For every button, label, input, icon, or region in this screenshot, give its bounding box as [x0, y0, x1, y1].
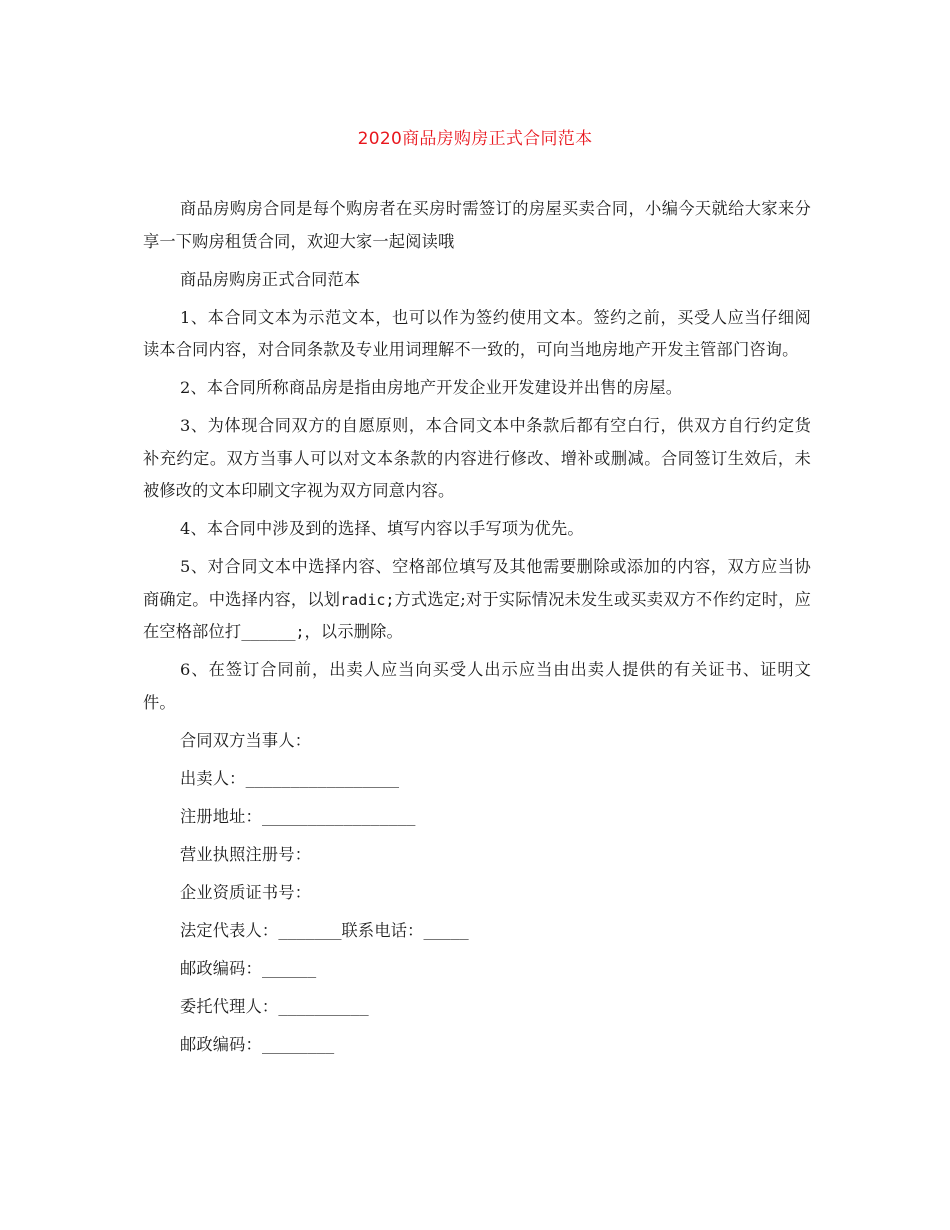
seller-label: 出卖人： — [180, 768, 246, 788]
address-label: 注册地址： — [180, 806, 262, 826]
postcode-label-2: 邮政编码： — [180, 1034, 262, 1054]
postcode-blank-1: ______ — [261, 959, 317, 978]
seller-field — [143, 763, 811, 796]
license-field — [143, 839, 811, 872]
license-label: 营业执照注册号： — [180, 844, 312, 864]
subtitle-line: 商品房购房正式合同范本 — [180, 269, 361, 289]
clause-5-radic: radic; — [340, 590, 395, 609]
address-blank: _________________ — [261, 807, 416, 826]
postcode-blank-2: ________ — [261, 1035, 335, 1054]
agent-blank: __________ — [278, 997, 369, 1016]
intro-paragraph: 商品房购房合同是每个购房者在买房时需签订的房屋买卖合同，小编今天就给大家来分享一下购房租赁合同，欢迎大家一起阅读哦 — [143, 199, 811, 251]
phone-label: 联系电话： — [341, 920, 424, 940]
document-body — [143, 193, 811, 1067]
postcode-label-1: 邮政编码： — [180, 958, 262, 978]
agent-label: 委托代理人： — [180, 996, 279, 1016]
phone-blank: _____ — [423, 921, 469, 940]
clause-5 — [143, 551, 811, 649]
clause-5-part-e: ，以示删除。 — [304, 622, 403, 641]
agent-field — [143, 991, 811, 1024]
clause-4: 4、本合同中涉及到的选择、填写内容以手写项为优先。 — [180, 519, 584, 538]
address-field — [143, 801, 811, 834]
clause-6: 6、在签订合同前，出卖人应当向买受人出示应当由出卖人提供的有关证书、证明文件。 — [143, 660, 811, 712]
clause-2: 2、本合同所称商品房是指由房地产开发企业开发建设并出售的房屋。 — [180, 378, 683, 397]
legal-rep-blank: _______ — [278, 921, 342, 940]
qualification-field — [143, 877, 811, 910]
clause-5-blank: ______; — [241, 623, 305, 641]
legal-rep-label: 法定代表人： — [180, 920, 279, 940]
postcode-field-2 — [143, 1029, 811, 1062]
clause-5-part-c: 方式选定;对于实际情况未发生或买卖双方不作约定时，应在空格部位打 — [143, 589, 812, 641]
legal-rep-field — [143, 915, 811, 948]
seller-blank: _________________ — [245, 769, 400, 788]
document-title: 2020商品房购房正式合同范本 — [357, 129, 593, 149]
clause-1: 1、本合同文本为示范文本，也可以作为签约使用文本。签约之前，买受人应当仔细阅读本合同内容，对合同条款及专业用词理解不一致的，可向当地房地产开发主管部门咨询。 — [143, 307, 811, 359]
clause-3: 3、为体现合同双方的自愿原则，本合同文本中条款后都有空白行，供双方自行约定货补充约定。双方当事人可以对文本条款的内容进行修改、增补或删减。合同签订生效后，未被修改的文本印刷文字视为双方同意内容。 — [143, 416, 811, 500]
postcode-field-1 — [143, 953, 811, 986]
clause-5-part-a: 5、对合同文本中选择内容、空格部位填写及其他需要删除或添加的内容，双方应当协商确定。中选择内容，以划 — [143, 557, 811, 609]
parties-heading: 合同双方当事人： — [180, 730, 312, 750]
qualification-label: 企业资质证书号： — [180, 882, 312, 902]
